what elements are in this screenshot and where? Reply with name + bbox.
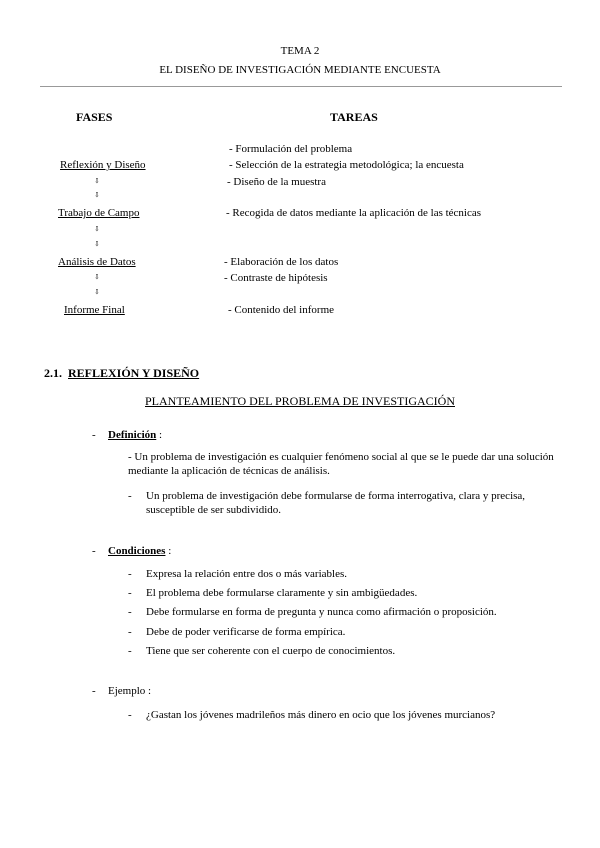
condiciones-suffix: : [165,545,172,557]
condicion-item: Tiene que ser coherente con el cuerpo de conocimientos. [146,645,396,657]
down-arrow-icon: ⇩ [94,177,100,185]
bullet-dash: - [92,429,96,441]
down-arrow-icon: ⇩ [94,191,100,199]
fases-header: FASES [76,110,113,124]
document-title: EL DISEÑO DE INVESTIGACIÓN MEDIANTE ENCUESTA [159,64,441,76]
tarea-item: - Selección de la estrategia metodológica; la encuesta [229,159,464,171]
section-subtitle: PLANTEAMIENTO DEL PROBLEMA DE INVESTIGACIÓN [145,394,455,408]
down-arrow-icon: ⇩ [94,273,100,281]
definicion-item-text: - Un problema de investigación es cualquier fenómeno social al que se le puede dar una solución mediante la aplicación de técnicas de análisis. [128,451,554,477]
bullet-dash: - [128,587,132,599]
section-title: REFLEXIÓN Y DISEÑO [68,366,200,380]
condiciones-heading [108,544,171,558]
header-divider [40,86,562,87]
condiciones-label: Condiciones [108,545,166,557]
down-arrow-icon: ⇩ [94,225,100,233]
tarea-item: - Contraste de hipótesis [224,272,328,284]
bullet-dash: - [92,545,96,557]
definicion-item [128,450,568,478]
bullet-dash: - [128,490,132,502]
tarea-item: - Diseño de la muestra [227,176,326,188]
bullet-dash: - [128,606,132,618]
definicion-label: Definición [108,429,157,441]
tarea-item: - Formulación del problema [229,143,353,155]
tarea-item: - Contenido del informe [228,304,335,316]
tema-label: TEMA 2 [280,45,320,57]
fase-reflexion: Reflexión y Diseño [60,159,146,171]
definicion-heading [108,428,162,442]
bullet-dash: - [128,626,132,638]
tarea-item: - Elaboración de los datos [224,256,339,268]
bullet-dash: - [128,568,132,580]
fase-informe-final: Informe Final [64,304,125,316]
section-number: 2.1. [44,366,62,380]
condicion-item: Expresa la relación entre dos o más variables. [146,568,347,580]
fase-analisis-datos: Análisis de Datos [58,256,136,268]
ejemplo-label: Ejemplo : [108,685,152,697]
down-arrow-icon: ⇩ [94,288,100,296]
bullet-dash: - [92,685,96,697]
fase-trabajo-campo: Trabajo de Campo [58,207,140,219]
condicion-item: Debe formularse en forma de pregunta y nunca como afirmación o proposición. [146,606,497,618]
tarea-item: - Recogida de datos mediante la aplicación de las técnicas [226,207,482,219]
section-heading [44,366,199,380]
bullet-dash: - [128,645,132,657]
condicion-item: Debe de poder verificarse de forma empírica. [146,626,346,638]
down-arrow-icon: ⇩ [94,240,100,248]
definicion-suffix: : [156,429,163,441]
ejemplo-item: ¿Gastan los jóvenes madrileños más dinero en ocio que los jóvenes murcianos? [146,709,496,721]
condicion-item: El problema debe formularse claramente y sin ambigüedades. [146,587,418,599]
definicion-item: Un problema de investigación debe formularse de forma interrogativa, clara y precisa, susceptible de ser subdividido. [146,490,526,516]
bullet-dash: - [128,709,132,721]
tareas-header: TAREAS [330,110,378,124]
